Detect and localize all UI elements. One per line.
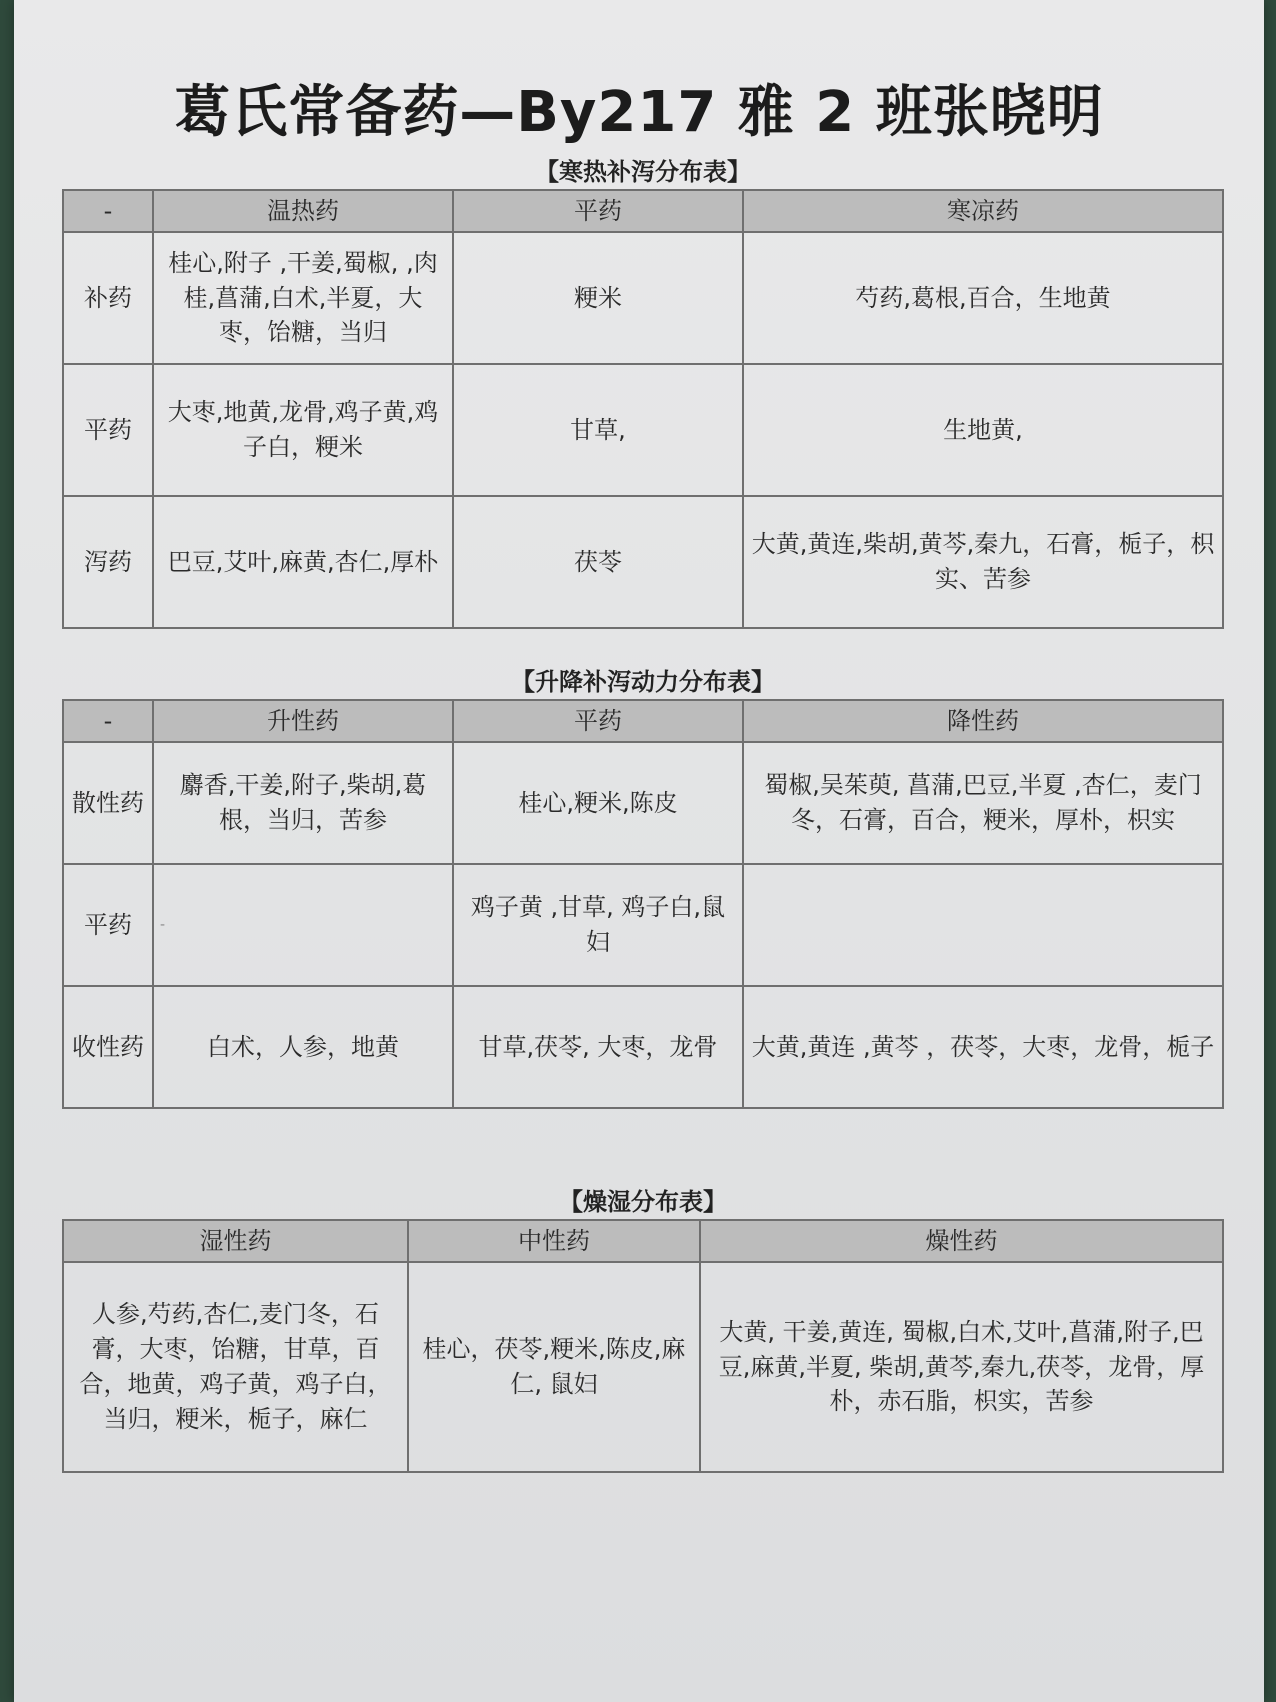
table-row <box>63 986 1223 1108</box>
row-label: 平药 <box>63 864 153 986</box>
table1-header-warm: 温热药 <box>153 190 453 232</box>
table-row <box>63 364 1223 496</box>
table-cell: 桂心,粳米,陈皮 <box>453 742 743 864</box>
table2-header-corner: - <box>63 700 153 742</box>
table3-caption: 【燥湿分布表】 <box>559 1188 727 1216</box>
paper-sheet <box>14 0 1264 1702</box>
table-cell: 桂心,附子 ,干姜,蜀椒, ,肉桂,菖蒲,白术,半夏，大枣，饴糖，当归 <box>153 232 453 364</box>
page-title: 葛氏常备药—By217 雅 2 班张晓明 <box>174 80 1104 145</box>
table-cell: 大黄,黄连,柴胡,黄芩,秦九，石膏，栀子，枳实、苦参 <box>743 496 1223 628</box>
table-cell: 生地黄, <box>743 364 1223 496</box>
table-cell: 桂心，茯苓,粳米,陈皮,麻仁, 鼠妇 <box>408 1262 700 1472</box>
row-label: 散性药 <box>63 742 153 864</box>
dry-damp-table <box>62 1219 1224 1473</box>
table-cell: 鸡子黄 ,甘草, 鸡子白,鼠妇 <box>453 864 743 986</box>
table1-header-row <box>63 190 1223 232</box>
table-cell: 甘草,茯苓, 大枣，龙骨 <box>453 986 743 1108</box>
table-cell: 芍药,葛根,百合，生地黄 <box>743 232 1223 364</box>
table2-header-neutral: 平药 <box>453 700 743 742</box>
table-cell: 大黄,黄连 ,黄芩 ，茯苓，大枣，龙骨，栀子 <box>743 986 1223 1108</box>
row-label: 平药 <box>63 364 153 496</box>
table-row <box>63 232 1223 364</box>
table1-header-cold: 寒凉药 <box>743 190 1223 232</box>
ascend-descend-table-block <box>62 665 1224 1109</box>
table-cell: 巴豆,艾叶,麻黄,杏仁,厚朴 <box>153 496 453 628</box>
table-row <box>63 742 1223 864</box>
row-label: 泻药 <box>63 496 153 628</box>
table-row <box>63 1262 1223 1472</box>
table-cell: 大黄, 干姜,黄连, 蜀椒,白术,艾叶,菖蒲,附子,巴豆,麻黄,半夏, 柴胡,黄芩,秦九,茯苓，龙骨，厚朴，赤石脂，枳实，苦参 <box>700 1262 1223 1472</box>
table3-header-neutral: 中性药 <box>408 1220 700 1262</box>
table-cell: 甘草, <box>453 364 743 496</box>
row-label: 收性药 <box>63 986 153 1108</box>
table3-header-dry: 燥性药 <box>700 1220 1223 1262</box>
table-cell <box>743 864 1223 986</box>
table-cell: 大枣,地黄,龙骨,鸡子黄,鸡子白，粳米 <box>153 364 453 496</box>
table1-header-neutral: 平药 <box>453 190 743 232</box>
table1-caption: 【寒热补泻分布表】 <box>535 158 751 186</box>
table-cell: - <box>153 864 453 986</box>
cold-heat-table-block <box>62 155 1224 629</box>
dry-damp-table-block <box>62 1185 1224 1473</box>
table-cell: 蜀椒,吴茱萸, 菖蒲,巴豆,半夏 ,杏仁，麦门冬，石膏，百合，粳米，厚朴，枳实 <box>743 742 1223 864</box>
table2-header-ascending: 升性药 <box>153 700 453 742</box>
table2-header-descending: 降性药 <box>743 700 1223 742</box>
table3-header-row <box>63 1220 1223 1262</box>
table2-caption: 【升降补泻动力分布表】 <box>511 668 775 696</box>
table2-header-row <box>63 700 1223 742</box>
row-label: 补药 <box>63 232 153 364</box>
ascend-descend-table <box>62 699 1224 1109</box>
table-row <box>63 864 1223 986</box>
table-row <box>63 496 1223 628</box>
table1-header-corner: - <box>63 190 153 232</box>
table-cell: 茯苓 <box>453 496 743 628</box>
table-cell: 白术，人参，地黄 <box>153 986 453 1108</box>
cold-heat-table <box>62 189 1224 629</box>
table-cell: 粳米 <box>453 232 743 364</box>
table-cell: 人参,芍药,杏仁,麦门冬，石膏，大枣，饴糖，甘草，百合，地黄，鸡子黄，鸡子白，当归，粳米，栀子，麻仁 <box>63 1262 408 1472</box>
table-cell: 麝香,干姜,附子,柴胡,葛根，当归，苦参 <box>153 742 453 864</box>
table3-header-damp: 湿性药 <box>63 1220 408 1262</box>
